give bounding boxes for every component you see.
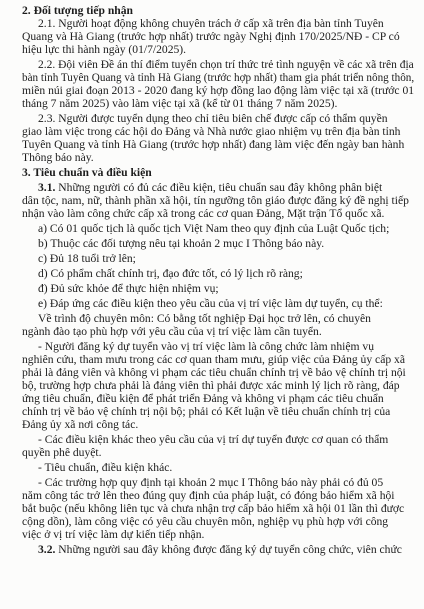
text-line: b) Thuộc các đối tượng nêu tại khoản 2 mục I Thông báo này. bbox=[38, 237, 325, 250]
text-line: nghiên cứu, tham mưu trong các cơ quan tham mưu, giúp việc của Đảng ủy cấp xã bbox=[22, 353, 405, 366]
text-line: 2.1. Người hoạt động không chuyên trách ở cấp xã trên địa bàn tỉnh Tuyên bbox=[38, 17, 384, 30]
item-text: Những người có đủ các điều kiện, tiêu chuẩn sau đây không phân biệt bbox=[55, 181, 383, 194]
text-line: - Các điều kiện khác theo yêu cầu của vị trí dự tuyển được cơ quan có thẩm bbox=[38, 433, 389, 446]
text-line: dân tộc, nam, nữ, thành phần xã hội, tín ngưỡng tôn giáo được đăng ký đề nghị tiếp bbox=[22, 194, 409, 207]
text-line: tháng 7 năm 2025) vào làm việc tại xã (kể từ 01 tháng 7 năm 2025). bbox=[22, 97, 338, 110]
text-line: Thông báo này. bbox=[22, 151, 94, 164]
text-line: phải là đảng viên và không vi phạm các tiêu chuẩn chính trị về bảo vệ chính trị nội bbox=[22, 366, 406, 379]
text-line: hiệu lực thi hành ngày (01/7/2025). bbox=[22, 43, 187, 56]
text-line: - Các trường hợp quy định tại khoản 2 mục I Thông báo này phải có đủ 05 bbox=[38, 476, 384, 489]
item-text: Những người sau đây không được đăng ký dự tuyển công chức, viên chức bbox=[55, 543, 402, 556]
text-line: Tuyên Quang và tỉnh Hà Giang (trước hợp nhất) đang làm việc đến ngày ban hành bbox=[22, 138, 405, 151]
text-line: việc ở vị trí việc làm dự kiến tiếp nhận. bbox=[22, 528, 205, 541]
text-line: cộng dồn), làm công việc có yêu cầu chuyên môn, nghiệp vụ phù hợp với công bbox=[22, 515, 389, 528]
text-line bbox=[38, 543, 402, 557]
item-number: 3.2. bbox=[38, 543, 56, 556]
text-line: ứng tiêu chuẩn, điều kiện để phát triển Đảng và không vi phạm các tiêu chuẩn bbox=[22, 392, 384, 405]
text-line: Quang và Hà Giang (trước hợp nhất) trước ngày Nghị định 170/2025/NĐ - CP có bbox=[22, 30, 400, 43]
text-line: - Người đăng ký dự tuyển vào vị trí việc làm là công chức làm nhiệm vụ bbox=[38, 340, 374, 353]
text-line: c) Đủ 18 tuổi trở lên; bbox=[38, 252, 136, 265]
text-line: miền núi giai đoạn 2013 - 2020 đang ký hợp đồng lao động làm việc tại xã (trước 01 bbox=[22, 84, 415, 97]
text-line: bàn tỉnh Tuyên Quang và tỉnh Hà Giang (trước hợp nhất) tham gia phát triển nông thôn, bbox=[22, 71, 415, 84]
text-line: bắt buộc (nếu không liên tục và chưa nhận trợ cấp bảo hiểm xã hội 01 lần thì được bbox=[22, 502, 405, 515]
text-line: a) Có 01 quốc tịch là quốc tịch Việt Nam theo quy định của Luật Quốc tịch; bbox=[38, 222, 390, 235]
text-line: 2.3. Người được tuyển dụng theo chỉ tiêu biên chế được cấp có thẩm quyền bbox=[38, 112, 388, 125]
item-number: 3.1. bbox=[38, 181, 56, 194]
text-line: Về trình độ chuyên môn: Có bằng tốt nghiệp Đại học trở lên, có chuyên bbox=[38, 312, 371, 325]
text-line: chính trị về bảo vệ chính trị nội bộ; phải có Kết luận về tiêu chuẩn chính trị của bbox=[22, 405, 391, 418]
section-heading: 3. Tiêu chuẩn và điều kiện bbox=[22, 166, 152, 179]
text-line: - Tiêu chuẩn, điều kiện khác. bbox=[38, 461, 173, 474]
text-line: ngành đào tạo phù hợp với yêu cầu của vị trí việc làm cần tuyển. bbox=[22, 325, 322, 338]
text-line: nhận vào làm công chức cấp xã trong các cơ quan Đảng, Mặt trận Tổ quốc xã. bbox=[22, 207, 385, 220]
text-line: quyền phê duyệt. bbox=[22, 446, 102, 459]
text-line: giao làm việc trong các hội do Đảng và Nhà nước giao nhiệm vụ trên địa bàn tỉnh bbox=[22, 125, 401, 138]
text-line: d) Có phẩm chất chính trị, đạo đức tốt, có lý lịch rõ ràng; bbox=[38, 267, 303, 280]
section-heading: 2. Đối tượng tiếp nhận bbox=[22, 4, 133, 17]
text-line: e) Đáp ứng các điều kiện theo yêu cầu của vị trí việc làm dự tuyển, cụ thể: bbox=[38, 297, 383, 310]
text-line: bộ, trường hợp chưa phải là đảng viên thì phải được xác minh lý lịch rõ ràng, đáp bbox=[22, 379, 400, 392]
text-line: 2.2. Đội viên Đề án thí điểm tuyển chọn trí thức trẻ tình nguyện về các xã trên địa bbox=[38, 58, 414, 71]
text-line: đ) Đủ sức khỏe để thực hiện nhiệm vụ; bbox=[38, 282, 219, 295]
text-line: năm công tác trở lên theo đúng quy định của pháp luật, có đóng bảo hiểm xã hội bbox=[22, 489, 395, 502]
text-line bbox=[38, 181, 382, 195]
text-line: Đảng ủy xã nơi công tác. bbox=[22, 418, 139, 431]
